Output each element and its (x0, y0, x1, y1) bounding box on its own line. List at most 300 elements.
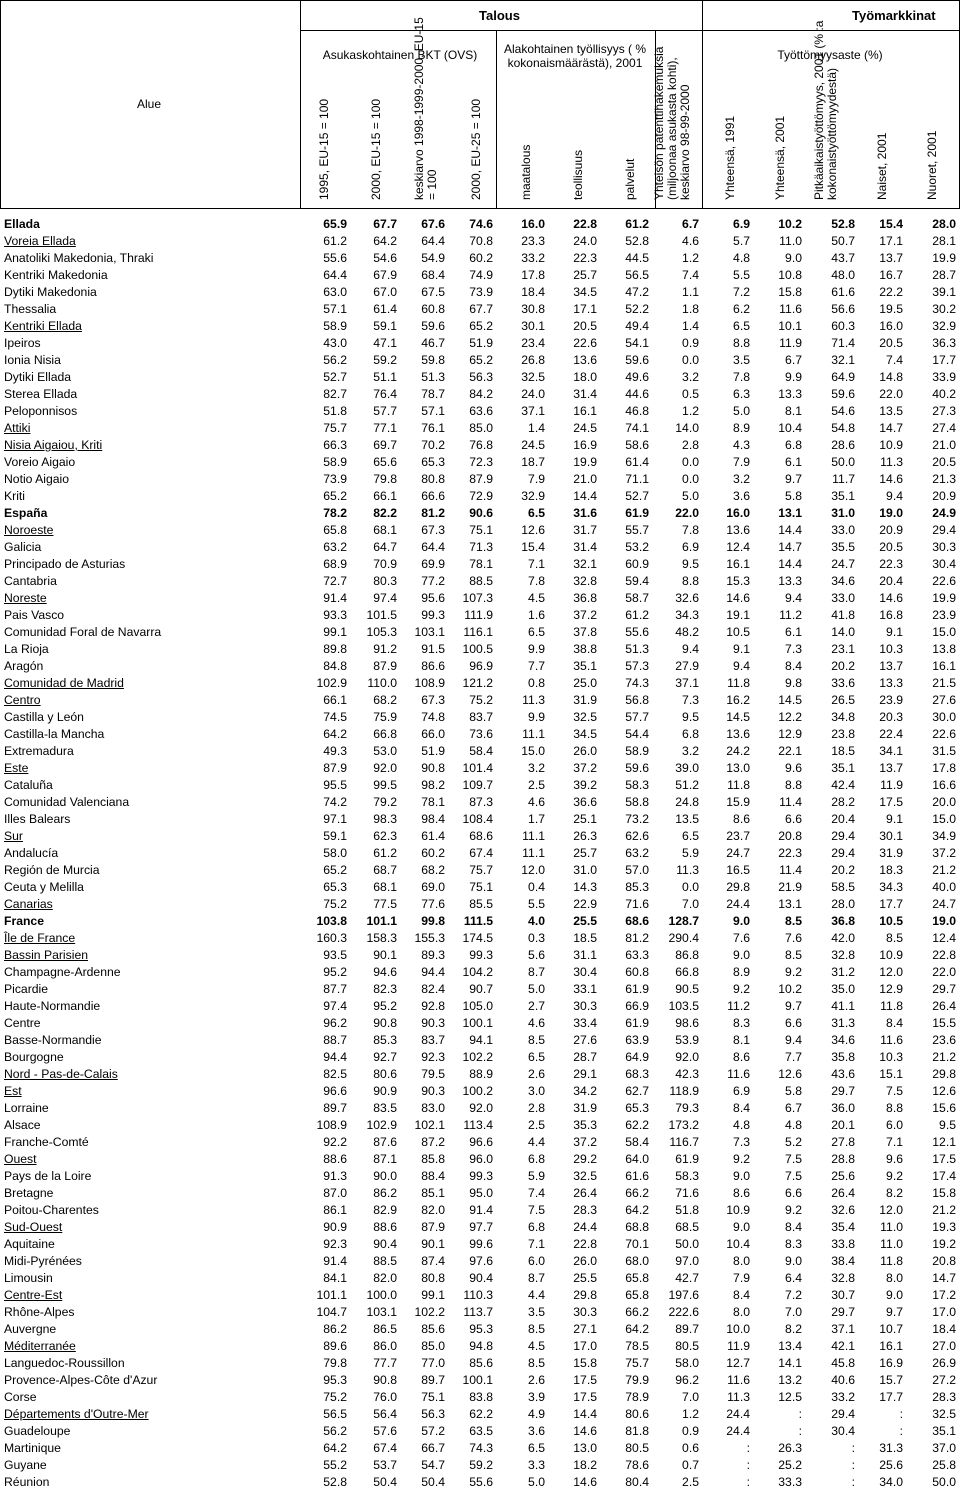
value-cell: 13.2 (778, 1373, 802, 1387)
value-cell: 11.3 (522, 693, 545, 707)
value-cell: 90.3 (421, 1016, 445, 1030)
value-cell: 0.5 (682, 387, 699, 401)
value-cell: 24.7 (726, 846, 750, 860)
value-cell: 91.4 (323, 591, 347, 605)
value-cell: 62.2 (469, 1407, 493, 1421)
value-cell: 13.7 (879, 761, 903, 775)
region-name-cell (0, 267, 300, 284)
value-cell: 88.6 (323, 1152, 347, 1166)
value-cell: 14.8 (879, 370, 903, 384)
value-cell: 15.1 (879, 1067, 903, 1081)
region-name: Rhône-Alpes (4, 1305, 75, 1319)
value-cell: 99.3 (469, 948, 493, 962)
value-cell: 7.5 (528, 1203, 545, 1217)
col-header-naiset: Naiset, 2001 (874, 132, 889, 200)
value-cell: 8.4 (733, 1288, 750, 1302)
value-cell: 30.7 (831, 1288, 855, 1302)
table-row (0, 1321, 960, 1338)
value-cell: 7.3 (785, 642, 802, 656)
value-cell: 60.2 (421, 846, 445, 860)
table-row (0, 1440, 960, 1457)
region-name-cell (0, 1219, 300, 1236)
region-name: Comunidad Foral de Navarra (4, 625, 162, 639)
value-cell: 30.4 (573, 965, 597, 979)
value-cell: 61.9 (625, 982, 649, 996)
value-cell: 60.8 (625, 965, 649, 979)
value-cell: 103.8 (316, 914, 347, 928)
value-cell: 33.9 (932, 370, 956, 384)
value-cell: 71.6 (625, 897, 649, 911)
value-cell: 24.9 (932, 506, 956, 520)
value-cell: 8.5 (785, 914, 802, 928)
region-name: Champagne-Ardenne (4, 965, 121, 979)
value-cell: 11.8 (880, 999, 903, 1013)
region-name: Corse (4, 1390, 37, 1404)
value-cell: 54.7 (421, 1458, 445, 1472)
region-name: Départements d'Outre-Mer (4, 1407, 149, 1421)
value-cell: 82.5 (323, 1067, 347, 1081)
value-cell: 51.3 (625, 642, 649, 656)
value-cell: 66.7 (421, 1441, 445, 1455)
col-header-nuoret: Nuoret, 2001 (924, 130, 939, 200)
region-name: Notio Aigaio (4, 472, 70, 486)
value-cell: 64.7 (373, 540, 397, 554)
value-cell: 29.2 (573, 1152, 597, 1166)
value-cell: 54.6 (373, 251, 397, 265)
value-cell: 7.8 (733, 370, 750, 384)
value-cell: 68.2 (373, 693, 397, 707)
value-cell: 87.3 (469, 795, 493, 809)
value-cell: 68.8 (625, 1220, 649, 1234)
table-row (0, 1304, 960, 1321)
value-cell: 9.2 (733, 1152, 750, 1166)
value-cell: 9.1 (886, 625, 903, 639)
value-cell: 3.5 (528, 1305, 545, 1319)
value-cell: 55.6 (469, 1475, 493, 1489)
value-cell: 10.8 (778, 268, 802, 282)
value-cell: 22.8 (932, 948, 956, 962)
value-cell: 6.0 (528, 1254, 545, 1268)
value-cell: 64.4 (421, 540, 445, 554)
value-cell: 3.6 (528, 1424, 545, 1438)
value-cell: 7.9 (733, 1271, 750, 1285)
value-cell: 37.1 (675, 676, 699, 690)
value-cell: 58.3 (675, 1169, 699, 1183)
value-cell: 90.5 (675, 982, 699, 996)
region-name-cell (0, 1100, 300, 1117)
value-cell: 92.0 (373, 761, 397, 775)
value-cell: 78.5 (625, 1339, 649, 1353)
value-cell: 23.8 (831, 727, 855, 741)
value-cell: 80.6 (625, 1407, 649, 1421)
region-name: Cataluña (4, 778, 53, 792)
value-cell: 2.8 (528, 1101, 545, 1115)
value-cell: 0.7 (682, 1458, 699, 1472)
value-cell: 17.7 (879, 897, 903, 911)
value-cell: 22.0 (879, 387, 903, 401)
value-cell: 68.5 (675, 1220, 699, 1234)
value-cell: 9.2 (886, 1169, 903, 1183)
value-cell: 20.3 (879, 710, 903, 724)
value-cell: 22.0 (932, 965, 956, 979)
value-cell: 64.9 (625, 1050, 649, 1064)
region-name: Este (4, 761, 29, 775)
value-cell: 37.2 (573, 608, 597, 622)
value-cell: 8.8 (682, 574, 699, 588)
value-cell: 61.4 (421, 829, 445, 843)
value-cell: 34.2 (573, 1084, 597, 1098)
value-cell: 13.0 (726, 761, 750, 775)
region-name: Lorraine (4, 1101, 49, 1115)
value-cell: 90.4 (373, 1237, 397, 1251)
region-name: Pais Vasco (4, 608, 65, 622)
value-cell: 92.3 (323, 1237, 347, 1251)
value-cell: 102.2 (414, 1305, 445, 1319)
value-cell: 173.2 (668, 1118, 699, 1132)
region-name: Aragón (4, 659, 44, 673)
value-cell: 91.4 (323, 1254, 347, 1268)
value-cell: 28.0 (932, 217, 956, 231)
value-cell: 50.0 (932, 1475, 956, 1489)
value-cell: 80.6 (373, 1067, 397, 1081)
value-cell: 37.1 (521, 404, 545, 418)
value-cell: 13.6 (726, 523, 750, 537)
value-cell: : (899, 1424, 903, 1438)
region-name-cell (0, 1253, 300, 1270)
value-cell: 87.9 (469, 472, 493, 486)
value-cell: 6.9 (733, 217, 750, 231)
region-name: Centre (4, 1016, 41, 1030)
value-cell: 25.1 (573, 812, 597, 826)
value-cell: 26.0 (573, 1254, 597, 1268)
region-name-cell (0, 811, 300, 828)
value-cell: 17.1 (879, 234, 903, 248)
value-cell: 30.3 (932, 540, 956, 554)
value-cell: 7.0 (785, 1305, 802, 1319)
value-cell: 113.4 (463, 1118, 493, 1132)
value-cell: 22.3 (573, 251, 597, 265)
value-cell: 10.5 (879, 914, 903, 928)
value-cell: 47.2 (625, 285, 649, 299)
value-cell: 35.1 (573, 659, 597, 673)
region-name: Réunion (4, 1475, 50, 1489)
value-cell: 26.8 (521, 353, 545, 367)
value-cell: 99.1 (421, 1288, 445, 1302)
value-cell: 3.2 (682, 744, 699, 758)
value-cell: 56.2 (323, 1424, 347, 1438)
value-cell: 26.4 (932, 999, 956, 1013)
value-cell: 61.9 (625, 506, 649, 520)
value-cell: 95.5 (323, 778, 347, 792)
value-cell: 19.1 (726, 608, 750, 622)
value-cell: 71.6 (675, 1186, 699, 1200)
value-cell: 63.6 (469, 404, 493, 418)
value-cell: 30.2 (932, 302, 956, 316)
value-cell: 9.5 (682, 710, 699, 724)
value-cell: 9.0 (785, 1254, 802, 1268)
col-divider (702, 0, 703, 209)
value-cell: 11.2 (779, 608, 802, 622)
value-cell: 94.8 (469, 1339, 493, 1353)
value-cell: 66.0 (421, 727, 445, 741)
value-cell: 26.4 (573, 1186, 597, 1200)
value-cell: 43.0 (323, 336, 347, 350)
value-cell: 97.6 (469, 1254, 493, 1268)
value-cell: 6.7 (682, 217, 699, 231)
value-cell: 2.5 (682, 1475, 699, 1489)
value-cell: 1.8 (682, 302, 699, 316)
value-cell: 16.1 (932, 659, 956, 673)
value-cell: 57.2 (421, 1424, 445, 1438)
region-name-cell (0, 1457, 300, 1474)
region-name: Bourgogne (4, 1050, 64, 1064)
value-cell: 17.4 (932, 1169, 956, 1183)
value-cell: 58.8 (625, 795, 649, 809)
value-cell: 83.7 (421, 1033, 445, 1047)
value-cell: 100.5 (462, 642, 493, 656)
value-cell: 31.9 (573, 1101, 597, 1115)
region-name: Auvergne (4, 1322, 57, 1336)
value-cell: 158.3 (366, 931, 397, 945)
value-cell: 32.8 (831, 1271, 855, 1285)
value-cell: 9.4 (785, 1033, 802, 1047)
value-cell: 31.2 (831, 965, 855, 979)
region-name: Centre-Est (4, 1288, 63, 1302)
value-cell: 17.0 (932, 1305, 956, 1319)
value-cell: 5.7 (733, 234, 750, 248)
region-name-cell (0, 743, 300, 760)
value-cell: 16.1 (879, 1339, 903, 1353)
value-cell: 24.4 (573, 1220, 597, 1234)
region-name: Aquitaine (4, 1237, 55, 1251)
value-cell: 28.1 (932, 234, 956, 248)
value-cell: 82.4 (421, 982, 445, 996)
value-cell: 16.5 (726, 863, 750, 877)
value-cell: 10.1 (778, 319, 802, 333)
value-cell: 11.6 (779, 302, 802, 316)
value-cell: 17.8 (521, 268, 545, 282)
region-name: Sterea Ellada (4, 387, 78, 401)
value-cell: 87.9 (421, 1220, 445, 1234)
value-cell: 54.6 (831, 404, 855, 418)
value-cell: 35.4 (831, 1220, 855, 1234)
value-cell: 11.9 (779, 336, 802, 350)
table-row (0, 1151, 960, 1168)
value-cell: 10.9 (879, 948, 903, 962)
value-cell: 0.0 (682, 472, 699, 486)
value-cell: 20.9 (932, 489, 956, 503)
value-cell: 8.5 (528, 1356, 545, 1370)
value-cell: 46.7 (421, 336, 445, 350)
value-cell: 58.9 (323, 319, 347, 333)
value-cell: 7.3 (682, 693, 699, 707)
value-cell: 27.2 (932, 1373, 956, 1387)
value-cell: 10.9 (879, 438, 903, 452)
value-cell: 4.8 (785, 1118, 802, 1132)
value-cell: 8.8 (733, 336, 750, 350)
value-cell: 18.3 (879, 863, 903, 877)
region-name: Comunidad Valenciana (4, 795, 130, 809)
value-cell: 85.0 (421, 1339, 445, 1353)
header-bottom-border (0, 208, 960, 209)
value-cell: 75.7 (323, 421, 347, 435)
value-cell: 92.3 (421, 1050, 445, 1064)
table-row (0, 1236, 960, 1253)
value-cell: 17.7 (879, 1390, 903, 1404)
region-name-cell (0, 1049, 300, 1066)
value-cell: 8.5 (785, 948, 802, 962)
value-cell: 97.0 (675, 1254, 699, 1268)
value-cell: 17.5 (573, 1390, 597, 1404)
value-cell: 53.9 (675, 1033, 699, 1047)
region-name-cell (0, 1117, 300, 1134)
value-cell: 68.4 (421, 268, 445, 282)
value-cell: 20.5 (573, 319, 597, 333)
value-cell: 12.2 (778, 710, 802, 724)
value-cell: 21.2 (932, 1050, 956, 1064)
value-cell: 21.5 (932, 676, 956, 690)
value-cell: 12.5 (778, 1390, 802, 1404)
value-cell: 67.7 (373, 217, 397, 231)
value-cell: 2.8 (682, 438, 699, 452)
region-name: Picardie (4, 982, 49, 996)
value-cell: 27.8 (831, 1135, 855, 1149)
value-cell: 99.5 (373, 778, 397, 792)
table-row (0, 777, 960, 794)
value-cell: 74.1 (625, 421, 649, 435)
value-cell: 3.3 (528, 1458, 545, 1472)
value-cell: 155.3 (414, 931, 445, 945)
value-cell: 14.0 (831, 625, 855, 639)
region-name: Voreio Aigaio (4, 455, 76, 469)
region-name: Noreste (4, 591, 47, 605)
value-cell: 18.5 (573, 931, 597, 945)
value-cell: 17.7 (932, 353, 956, 367)
table-header (0, 0, 960, 210)
value-cell: 22.9 (573, 897, 597, 911)
value-cell: 79.5 (421, 1067, 445, 1081)
value-cell: 19.9 (932, 591, 956, 605)
region-name-cell (0, 454, 300, 471)
value-cell: 110.0 (367, 676, 397, 690)
value-cell: 103.1 (414, 625, 445, 639)
value-cell: 61.9 (625, 1016, 649, 1030)
value-cell: 80.4 (625, 1475, 649, 1489)
value-cell: 33.4 (573, 1016, 597, 1030)
region-name: Dytiki Ellada (4, 370, 72, 384)
region-name: Sud-Ouest (4, 1220, 63, 1234)
value-cell: 6.7 (785, 1101, 802, 1115)
table-row (0, 709, 960, 726)
value-cell: 5.0 (528, 982, 545, 996)
region-name: Ellada (4, 217, 40, 231)
value-cell: 60.9 (625, 557, 649, 571)
value-cell: 109.7 (462, 778, 493, 792)
value-cell: 12.9 (879, 982, 903, 996)
value-cell: 53.0 (373, 744, 397, 758)
value-cell: 75.2 (323, 897, 347, 911)
value-cell: 72.7 (323, 574, 347, 588)
region-name: Est (4, 1084, 22, 1098)
table-row (0, 471, 960, 488)
value-cell: 105.3 (366, 625, 397, 639)
region-name-cell (0, 1185, 300, 1202)
value-cell: 49.4 (625, 319, 649, 333)
value-cell: 67.9 (373, 268, 397, 282)
value-cell: 11.9 (880, 778, 903, 792)
table-row (0, 1355, 960, 1372)
value-cell: 6.5 (528, 1441, 545, 1455)
value-cell: 57.0 (625, 863, 649, 877)
value-cell: 9.8 (785, 676, 802, 690)
value-cell: 41.8 (831, 608, 855, 622)
value-cell: 39.2 (573, 778, 597, 792)
value-cell: 2.5 (528, 1118, 545, 1132)
value-cell: 17.0 (573, 1339, 597, 1353)
value-cell: 33.3 (778, 1475, 802, 1489)
value-cell: 82.3 (373, 982, 397, 996)
value-cell: 87.6 (373, 1135, 397, 1149)
value-cell: 71.1 (625, 472, 649, 486)
value-cell: 82.9 (373, 1203, 397, 1217)
value-cell: 88.6 (373, 1220, 397, 1234)
value-cell: 33.2 (521, 251, 545, 265)
col-header-bkt-1995: 1995, EU-15 = 100 (316, 98, 331, 200)
value-cell: 30.4 (831, 1424, 855, 1438)
col-divider (300, 0, 301, 209)
region-name-cell (0, 607, 300, 624)
value-cell: 12.0 (521, 863, 545, 877)
value-cell: 16.9 (879, 1356, 903, 1370)
value-cell: 65.3 (625, 1101, 649, 1115)
value-cell: 11.3 (727, 1390, 750, 1404)
value-cell: 29.7 (831, 1305, 855, 1319)
region-name-cell (0, 760, 300, 777)
value-cell: 16.1 (726, 557, 750, 571)
subheader-bkt: Asukaskohtainen BKT (OVS) (322, 48, 478, 62)
region-name-cell (0, 1355, 300, 1372)
value-cell: 91.3 (323, 1169, 347, 1183)
value-cell: : (899, 1407, 903, 1421)
value-cell: 6.2 (733, 302, 750, 316)
value-cell: 79.8 (373, 472, 397, 486)
value-cell: 6.5 (733, 319, 750, 333)
value-cell: 9.6 (785, 761, 802, 775)
value-cell: 121.2 (462, 676, 493, 690)
value-cell: 51.9 (469, 336, 493, 350)
value-cell: 81.2 (625, 931, 649, 945)
value-cell: 9.7 (785, 999, 802, 1013)
table-row (0, 913, 960, 930)
value-cell: 9.2 (785, 965, 802, 979)
table-row (0, 301, 960, 318)
value-cell: 20.8 (778, 829, 802, 843)
region-name: Región de Murcia (4, 863, 100, 877)
value-cell: 85.6 (421, 1322, 445, 1336)
value-cell: 9.0 (733, 1220, 750, 1234)
value-cell: 8.3 (733, 1016, 750, 1030)
table-row (0, 1406, 960, 1423)
value-cell: 25.8 (932, 1458, 956, 1472)
value-cell: 6.7 (785, 353, 802, 367)
value-cell: 58.6 (625, 438, 649, 452)
value-cell: 36.3 (932, 336, 956, 350)
value-cell: 30.0 (932, 710, 956, 724)
region-name-cell (0, 794, 300, 811)
value-cell: 29.4 (831, 846, 855, 860)
value-cell: 79.3 (675, 1101, 699, 1115)
value-cell: 13.6 (726, 727, 750, 741)
